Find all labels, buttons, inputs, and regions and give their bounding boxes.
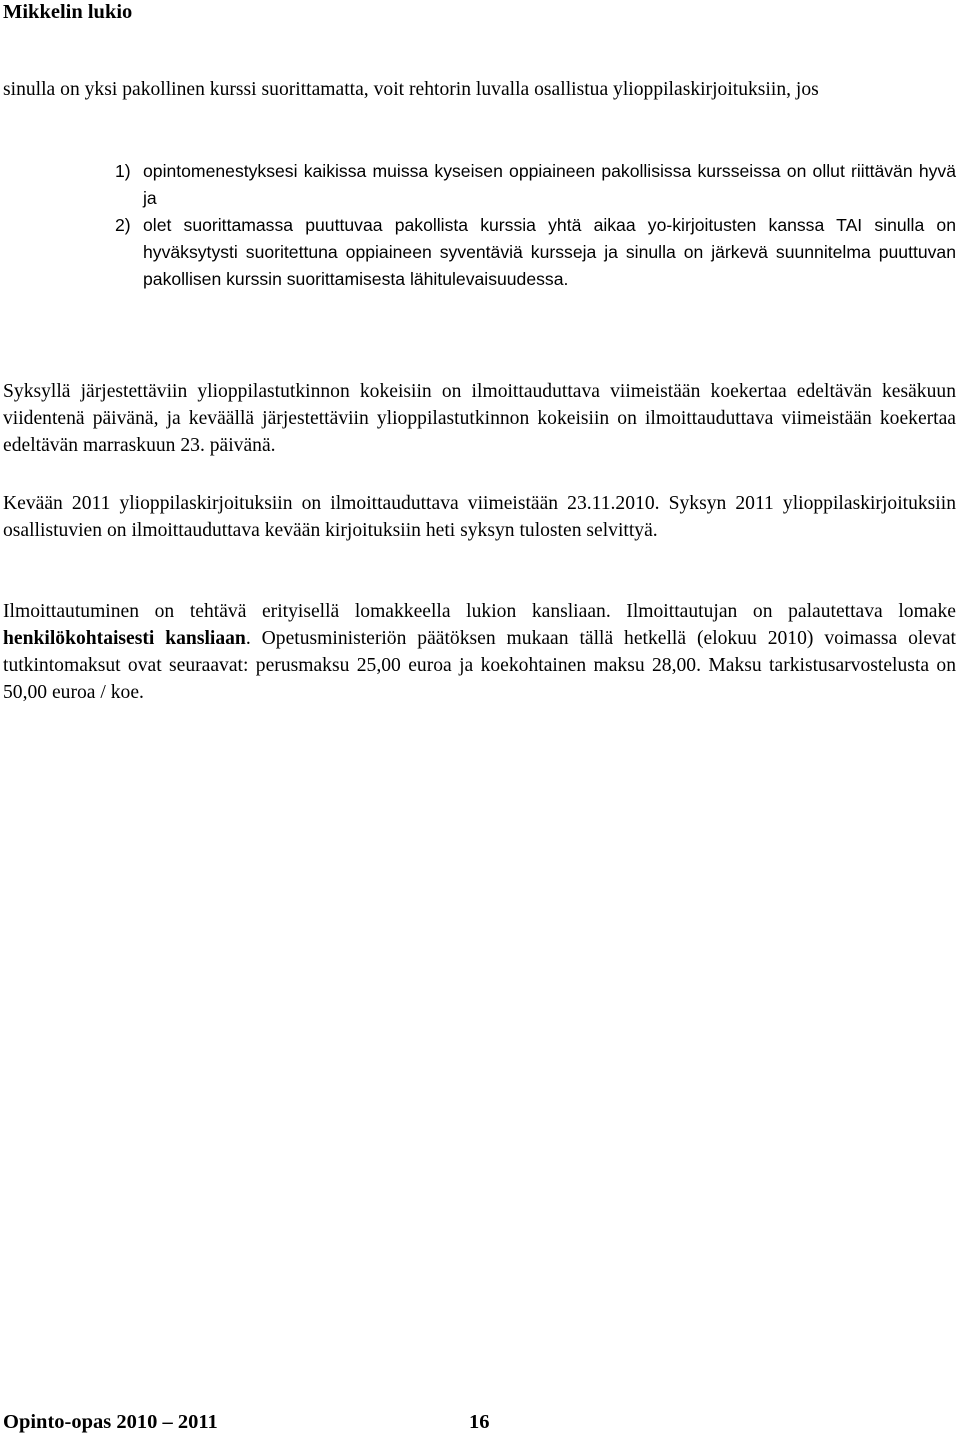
- list-item-number: 1): [115, 161, 131, 181]
- list-item: [115, 212, 956, 293]
- footer-label: Opinto-opas 2010 – 2011: [3, 1411, 218, 1433]
- list-item-number: 2): [115, 215, 131, 235]
- office-paragraph-text-2: . Opetusministeriön päätöksen mukaan tällä hetkellä (elokuu 2010) voimassa olevat tutkintomaksut ovat seuraavat: perusmaksu 25,00 euroa ja koekohtainen maksu 28,00. Maksu tarkistusarvostelusta on 50,00 euroa / koe.: [3, 628, 957, 703]
- office-paragraph-emphasis: henkilökohtaisesti kansliaan: [3, 628, 246, 649]
- intro-paragraph: sinulla on yksi pakollinen kurssi suorittamatta, voit rehtorin luvalla osallistua ylioppilaskirjoituksiin, jos: [3, 79, 819, 100]
- page-number: 16: [469, 1411, 490, 1433]
- conditions-list: [115, 158, 956, 293]
- page-footer: [3, 1410, 503, 1434]
- page-title: Mikkelin lukio: [3, 1, 133, 23]
- list-item-text: olet suorittamassa puuttuvaa pakollista kurssia yhtä aikaa yo-kirjoitusten kanssa TAI sinulla on hyväksytysti suoritettuna oppiaineen syventäviä kursseja ja sinulla on järkevä suunnitelma puuttuvan pakollisen kurssin suorittamisesta lähitulevaisuudessa.: [143, 215, 956, 289]
- office-paragraph-text-1: Ilmoittautuminen on tehtävä erityisellä lomakkeella lukion kansliaan. Ilmoittautujan on palautettava lomake: [3, 601, 956, 622]
- registration-paragraph: Syksyllä järjestettäviin ylioppilastutkinnon kokeisiin on ilmoittauduttava viimeistään koekertaa edeltävän kesäkuun viidentenä päivänä, ja keväällä järjestettäviin ylioppilastutkinnon kokeisiin on ilmoittauduttava viimeistään koekertaa edeltävän marraskuun 23. päivänä.: [3, 381, 956, 456]
- spring-2011-paragraph: Kevään 2011 ylioppilaskirjoituksiin on ilmoittauduttava viimeistään 23.11.2010. Syksyn 2011 ylioppilaskirjoituksiin osallistuvien on ilmoittauduttava kevään kirjoituksiin heti syksyn tulosten selvittyä.: [3, 493, 956, 541]
- list-item: [115, 158, 956, 212]
- list-item-text: opintomenestyksesi kaikissa muissa kyseisen oppiaineen pakollisissa kursseissa on ollut riittävän hyvä ja: [143, 161, 956, 208]
- office-paragraph: [3, 598, 956, 706]
